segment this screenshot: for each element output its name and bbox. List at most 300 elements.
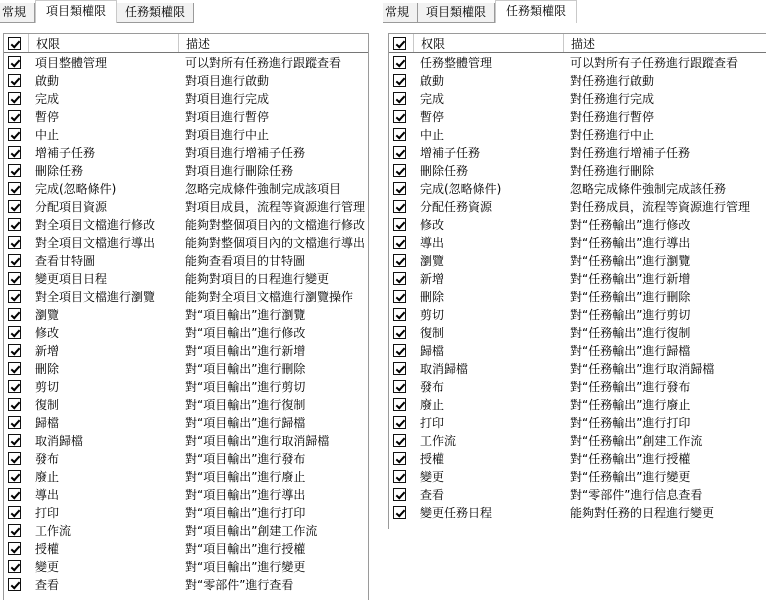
permission-cell: 變更: [35, 559, 60, 574]
table-row: [389, 431, 766, 449]
description-cell: 對“項目輸出”進行新增: [185, 343, 306, 358]
table-row: [4, 305, 368, 323]
tab[interactable]: 項目類權限: [35, 0, 117, 23]
checkbox-cell: [4, 524, 28, 537]
checkbox-cell: [389, 128, 413, 141]
permission-cell: 歸檔: [35, 415, 60, 430]
checkbox-cell: [4, 326, 28, 339]
row-checkbox[interactable]: [8, 488, 21, 501]
permission-cell: 瀏覽: [35, 307, 60, 322]
checkbox-cell: [389, 254, 413, 267]
table-row: [4, 359, 368, 377]
description-cell: 對項目成員，流程等資源進行管理: [185, 199, 366, 214]
description-cell: 對“項目輸出”進行導出: [185, 487, 306, 502]
description-cell: 能夠對全項目文檔進行瀏覽操作: [185, 289, 354, 304]
table-row: [4, 143, 368, 161]
permission-cell: 工作流: [420, 433, 457, 448]
checkbox-cell: [4, 236, 28, 249]
table-row: [389, 269, 766, 287]
checkbox-cell: [4, 74, 28, 87]
description-cell: 對“項目輸出”進行廢止: [185, 469, 306, 484]
table-row: [4, 179, 368, 197]
row-checkbox[interactable]: [393, 506, 406, 519]
checkbox-cell: [389, 74, 413, 87]
permissions-table: [388, 33, 766, 529]
description-cell: 對“項目輸出”創建工作流: [185, 523, 318, 538]
checkbox-cell: [389, 308, 413, 321]
checkbox-cell: [389, 506, 413, 519]
table-body: [389, 53, 766, 521]
permission-cell: 修改: [420, 217, 445, 232]
permission-cell: 完成(忽略條件): [420, 181, 502, 196]
checkbox-cell: [389, 272, 413, 285]
description-column-header: 描述: [563, 34, 766, 52]
table-row: [389, 377, 766, 395]
permission-cell: 對全項目文檔進行修改: [35, 217, 156, 232]
row-checkbox[interactable]: [8, 308, 21, 321]
description-cell: 能夠對整個項目內的文檔進行導出: [185, 235, 366, 250]
checkbox-cell: [4, 452, 28, 465]
checkbox-cell: [4, 164, 28, 177]
permission-cell: 查看甘特圖: [35, 253, 96, 268]
table-row: [4, 197, 368, 215]
row-checkbox[interactable]: [393, 470, 406, 483]
description-cell: 對“任務輸出”進行復制: [570, 325, 691, 340]
description-column-header: 描述: [178, 34, 368, 52]
row-checkbox[interactable]: [8, 110, 21, 123]
table-row: [4, 503, 368, 521]
table-row: [389, 197, 766, 215]
checkbox-cell: [4, 488, 28, 501]
table-row: [4, 269, 368, 287]
description-cell: 對“項目輸出”進行打印: [185, 505, 306, 520]
table-row: [389, 89, 766, 107]
checkbox-cell: [389, 146, 413, 159]
description-cell: 能夠對整個項目內的文檔進行修改: [185, 217, 366, 232]
row-checkbox[interactable]: [393, 326, 406, 339]
table-row: [4, 125, 368, 143]
description-cell: 對“任務輸出”進行發布: [570, 379, 691, 394]
checkbox-cell: [389, 416, 413, 429]
permission-cell: 中止: [35, 127, 60, 142]
table-row: [389, 305, 766, 323]
row-checkbox[interactable]: [393, 128, 406, 141]
row-checkbox[interactable]: [8, 380, 21, 393]
table-row: [389, 323, 766, 341]
permission-cell: 完成(忽略條件): [35, 181, 117, 196]
table-row: [4, 521, 368, 539]
permission-cell: 項目整體管理: [35, 55, 108, 70]
row-checkbox[interactable]: [8, 218, 21, 231]
tab[interactable]: 項目類權限: [418, 3, 495, 23]
description-cell: 能夠對任務的日程進行變更: [570, 505, 715, 520]
table-row: [4, 557, 368, 575]
description-cell: 對“任務輸出”進行瀏覽: [570, 253, 691, 268]
row-checkbox[interactable]: [393, 272, 406, 285]
row-checkbox[interactable]: [8, 434, 21, 447]
checkbox-cell: [4, 308, 28, 321]
description-cell: 對“零部件”進行信息查看: [570, 487, 703, 502]
row-checkbox[interactable]: [393, 308, 406, 321]
permission-cell: 廢止: [35, 469, 60, 484]
tab[interactable]: 任務類權限: [495, 0, 577, 23]
table-row: [4, 539, 368, 557]
description-cell: 對項目進行刪除任務: [185, 163, 294, 178]
row-checkbox[interactable]: [393, 488, 406, 501]
checkbox-cell: [389, 434, 413, 447]
permission-cell: 打印: [35, 505, 60, 520]
permission-cell: 新增: [35, 343, 60, 358]
select-all-cell: [389, 34, 413, 52]
row-checkbox[interactable]: [393, 200, 406, 213]
description-cell: 對項目進行啟動: [185, 73, 270, 88]
checkbox-cell: [4, 344, 28, 357]
permissions-table: [3, 33, 369, 600]
description-cell: 能夠對項目的日程進行變更: [185, 271, 330, 286]
row-checkbox[interactable]: [393, 254, 406, 267]
checkbox-cell: [389, 164, 413, 177]
description-cell: 對“任務輸出”進行剪切: [570, 307, 691, 322]
description-cell: 對“零部件”進行查看: [185, 577, 294, 592]
permission-cell: 變更項目日程: [35, 271, 108, 286]
permission-cell: 查看: [420, 487, 445, 502]
checkbox-cell: [389, 236, 413, 249]
checkbox-cell: [389, 326, 413, 339]
row-checkbox[interactable]: [8, 416, 21, 429]
permission-cell: 增補子任務: [420, 145, 481, 160]
table-row: [389, 341, 766, 359]
permission-cell: 剪切: [420, 307, 445, 322]
permission-cell: 完成: [420, 91, 445, 106]
row-checkbox[interactable]: [8, 506, 21, 519]
row-checkbox[interactable]: [8, 236, 21, 249]
table-row: [4, 53, 368, 71]
row-checkbox[interactable]: [8, 74, 21, 87]
row-checkbox[interactable]: [8, 326, 21, 339]
table-row: [4, 341, 368, 359]
checkbox-cell: [4, 290, 28, 303]
table-row: [389, 449, 766, 467]
description-cell: 對任務進行暫停: [570, 109, 655, 124]
permission-cell: 刪除: [420, 289, 445, 304]
permission-cell: 發布: [35, 451, 60, 466]
checkbox-cell: [4, 542, 28, 555]
permission-column-header: 权限: [413, 34, 563, 52]
row-checkbox[interactable]: [8, 290, 21, 303]
row-checkbox[interactable]: [8, 146, 21, 159]
task-permissions-panel: [383, 0, 766, 600]
checkbox-cell: [4, 560, 28, 573]
description-cell: 對“任務輸出”進行變更: [570, 469, 691, 484]
description-cell: 對“任務輸出”進行修改: [570, 217, 691, 232]
table-row: [389, 467, 766, 485]
table-row: [389, 53, 766, 71]
checkbox-cell: [389, 182, 413, 195]
permission-cell: 暫停: [420, 109, 445, 124]
permission-cell: 刪除任務: [35, 163, 84, 178]
table-row: [389, 215, 766, 233]
description-cell: 對“項目輸出”進行取消歸檔: [185, 433, 330, 448]
checkbox-cell: [389, 92, 413, 105]
table-row: [389, 143, 766, 161]
permission-cell: 發布: [420, 379, 445, 394]
row-checkbox[interactable]: [393, 344, 406, 357]
description-cell: 對“項目輸出”進行瀏覽: [185, 307, 306, 322]
permission-cell: 對全項目文檔進行導出: [35, 235, 156, 250]
row-checkbox[interactable]: [393, 218, 406, 231]
row-checkbox[interactable]: [8, 362, 21, 375]
checkbox-cell: [389, 380, 413, 393]
row-checkbox[interactable]: [393, 146, 406, 159]
permission-cell: 變更: [420, 469, 445, 484]
description-cell: 對“任務輸出”進行取消歸檔: [570, 361, 715, 376]
description-cell: 對項目進行完成: [185, 91, 270, 106]
table-row: [389, 233, 766, 251]
checkbox-cell: [389, 56, 413, 69]
row-checkbox[interactable]: [393, 290, 406, 303]
permission-cell: 廢止: [420, 397, 445, 412]
table-row: [4, 89, 368, 107]
description-cell: 忽略完成條件強制完成該任務: [570, 181, 727, 196]
description-cell: 對任務進行完成: [570, 91, 655, 106]
row-checkbox[interactable]: [8, 128, 21, 141]
tab[interactable]: 常規: [0, 3, 35, 23]
permission-cell: 取消歸檔: [420, 361, 469, 376]
checkbox-cell: [4, 434, 28, 447]
table-row: [4, 377, 368, 395]
row-checkbox[interactable]: [8, 524, 21, 537]
row-checkbox[interactable]: [8, 560, 21, 573]
row-checkbox[interactable]: [8, 200, 21, 213]
table-row: [389, 359, 766, 377]
description-cell: 忽略完成條件強制完成該項目: [185, 181, 342, 196]
table-row: [389, 161, 766, 179]
table-header: [4, 34, 368, 53]
description-cell: 對“任務輸出”進行授權: [570, 451, 691, 466]
permission-cell: 任務整體管理: [420, 55, 493, 70]
description-cell: 對任務成員，流程等資源進行管理: [570, 199, 751, 214]
table-row: [4, 287, 368, 305]
select-all-checkbox[interactable]: [393, 37, 406, 50]
row-checkbox[interactable]: [393, 236, 406, 249]
description-cell: 可以對所有子任務進行跟蹤查看: [570, 55, 739, 70]
checkbox-cell: [4, 362, 28, 375]
row-checkbox[interactable]: [393, 380, 406, 393]
permission-cell: 瀏覽: [420, 253, 445, 268]
checkbox-cell: [4, 398, 28, 411]
table-body: [4, 53, 368, 593]
checkbox-cell: [389, 398, 413, 411]
permission-cell: 導出: [35, 487, 60, 502]
description-cell: 對項目進行增補子任務: [185, 145, 306, 160]
table-row: [389, 413, 766, 431]
table-row: [389, 125, 766, 143]
table-row: [4, 431, 368, 449]
description-cell: 對“項目輸出”進行授權: [185, 541, 306, 556]
row-checkbox[interactable]: [393, 452, 406, 465]
table-header: [389, 34, 766, 53]
table-row: [4, 251, 368, 269]
checkbox-cell: [4, 182, 28, 195]
row-checkbox[interactable]: [393, 362, 406, 375]
checkbox-cell: [4, 578, 28, 591]
table-row: [389, 71, 766, 89]
permission-cell: 完成: [35, 91, 60, 106]
row-checkbox[interactable]: [393, 416, 406, 429]
description-cell: 對“任務輸出”進行刪除: [570, 289, 691, 304]
row-checkbox[interactable]: [8, 470, 21, 483]
checkbox-cell: [389, 344, 413, 357]
description-cell: 對“任務輸出”進行歸檔: [570, 343, 691, 358]
row-checkbox[interactable]: [8, 164, 21, 177]
permission-cell: 授權: [420, 451, 445, 466]
table-row: [389, 287, 766, 305]
tab-bar: [0, 0, 383, 23]
description-cell: 對“項目輸出”進行歸檔: [185, 415, 306, 430]
row-checkbox[interactable]: [393, 74, 406, 87]
description-cell: 對任務進行增補子任務: [570, 145, 691, 160]
checkbox-cell: [389, 290, 413, 303]
row-checkbox[interactable]: [393, 434, 406, 447]
checkbox-cell: [389, 362, 413, 375]
tab[interactable]: 常規: [383, 3, 418, 23]
tab[interactable]: 任務類權限: [117, 3, 194, 23]
select-all-cell: [4, 34, 28, 52]
description-cell: 對“項目輸出”進行刪除: [185, 361, 306, 376]
table-row: [389, 107, 766, 125]
row-checkbox[interactable]: [8, 542, 21, 555]
permission-cell: 授權: [35, 541, 60, 556]
table-row: [4, 449, 368, 467]
checkbox-cell: [4, 92, 28, 105]
table-row: [4, 413, 368, 431]
row-checkbox[interactable]: [8, 344, 21, 357]
permission-cell: 對全項目文檔進行瀏覽: [35, 289, 156, 304]
row-checkbox[interactable]: [393, 164, 406, 177]
permission-cell: 導出: [420, 235, 445, 250]
row-checkbox[interactable]: [8, 452, 21, 465]
permission-cell: 啟動: [35, 73, 60, 88]
checkbox-cell: [4, 506, 28, 519]
tab-bar: [383, 0, 766, 23]
table-row: [4, 71, 368, 89]
permission-cell: 打印: [420, 415, 445, 430]
checkbox-cell: [389, 200, 413, 213]
row-checkbox[interactable]: [393, 110, 406, 123]
table-row: [4, 485, 368, 503]
checkbox-cell: [4, 56, 28, 69]
description-cell: 對“任務輸出”進行新增: [570, 271, 691, 286]
permission-cell: 歸檔: [420, 343, 445, 358]
row-checkbox[interactable]: [393, 56, 406, 69]
row-checkbox[interactable]: [8, 578, 21, 591]
checkbox-cell: [4, 218, 28, 231]
description-cell: 對任務進行刪除: [570, 163, 655, 178]
checkbox-cell: [4, 128, 28, 141]
description-cell: 對“任務輸出”進行導出: [570, 235, 691, 250]
permission-cell: 新增: [420, 271, 445, 286]
table-row: [4, 467, 368, 485]
description-cell: 對“任務輸出”進行打印: [570, 415, 691, 430]
checkbox-cell: [4, 200, 28, 213]
description-cell: 對“項目輸出”進行變更: [185, 559, 306, 574]
permission-cell: 分配項目資源: [35, 199, 108, 214]
description-cell: 對“任務輸出”創建工作流: [570, 433, 703, 448]
permission-cell: 暫停: [35, 109, 60, 124]
permission-cell: 刪除: [35, 361, 60, 376]
row-checkbox[interactable]: [393, 92, 406, 105]
row-checkbox[interactable]: [393, 398, 406, 411]
description-cell: 對“項目輸出”進行修改: [185, 325, 306, 340]
description-cell: 對“項目輸出”進行發布: [185, 451, 306, 466]
checkbox-cell: [4, 416, 28, 429]
description-cell: 對任務進行中止: [570, 127, 655, 142]
table-row: [4, 161, 368, 179]
permission-cell: 中止: [420, 127, 445, 142]
permission-cell: 刪除任務: [420, 163, 469, 178]
checkbox-cell: [389, 218, 413, 231]
table-row: [4, 107, 368, 125]
checkbox-cell: [4, 254, 28, 267]
row-checkbox[interactable]: [8, 182, 21, 195]
table-row: [4, 395, 368, 413]
permission-cell: 查看: [35, 577, 60, 592]
permission-cell: 變更任務日程: [420, 505, 493, 520]
table-row: [4, 575, 368, 593]
row-checkbox[interactable]: [8, 92, 21, 105]
permission-cell: 啟動: [420, 73, 445, 88]
row-checkbox[interactable]: [393, 182, 406, 195]
permission-cell: 修改: [35, 325, 60, 340]
table-row: [4, 215, 368, 233]
row-checkbox[interactable]: [8, 254, 21, 267]
description-cell: 能夠查看項目的甘特圖: [185, 253, 306, 268]
checkbox-cell: [389, 452, 413, 465]
description-cell: 對“任務輸出”進行廢止: [570, 397, 691, 412]
permission-cell: 復制: [420, 325, 445, 340]
description-cell: 對任務進行啟動: [570, 73, 655, 88]
table-row: [389, 485, 766, 503]
permission-cell: 工作流: [35, 523, 72, 538]
checkbox-cell: [4, 146, 28, 159]
permission-cell: 剪切: [35, 379, 60, 394]
permission-column-header: 权限: [28, 34, 178, 52]
description-cell: 可以對所有任務進行跟蹤查看: [185, 55, 342, 70]
checkbox-cell: [389, 470, 413, 483]
row-checkbox[interactable]: [8, 272, 21, 285]
table-row: [389, 179, 766, 197]
row-checkbox[interactable]: [8, 56, 21, 69]
permission-cell: 分配任務資源: [420, 199, 493, 214]
checkbox-cell: [4, 272, 28, 285]
select-all-checkbox[interactable]: [8, 37, 21, 50]
permission-cell: 復制: [35, 397, 60, 412]
description-cell: 對項目進行暫停: [185, 109, 270, 124]
description-cell: 對項目進行中止: [185, 127, 270, 142]
description-cell: 對“項目輸出”進行剪切: [185, 379, 306, 394]
checkbox-cell: [4, 380, 28, 393]
checkbox-cell: [4, 470, 28, 483]
table-row: [389, 251, 766, 269]
row-checkbox[interactable]: [8, 398, 21, 411]
permission-cell: 增補子任務: [35, 145, 96, 160]
table-row: [4, 233, 368, 251]
description-cell: 對“項目輸出”進行復制: [185, 397, 306, 412]
table-row: [4, 323, 368, 341]
table-row: [389, 503, 766, 521]
permission-cell: 取消歸檔: [35, 433, 84, 448]
table-row: [389, 395, 766, 413]
